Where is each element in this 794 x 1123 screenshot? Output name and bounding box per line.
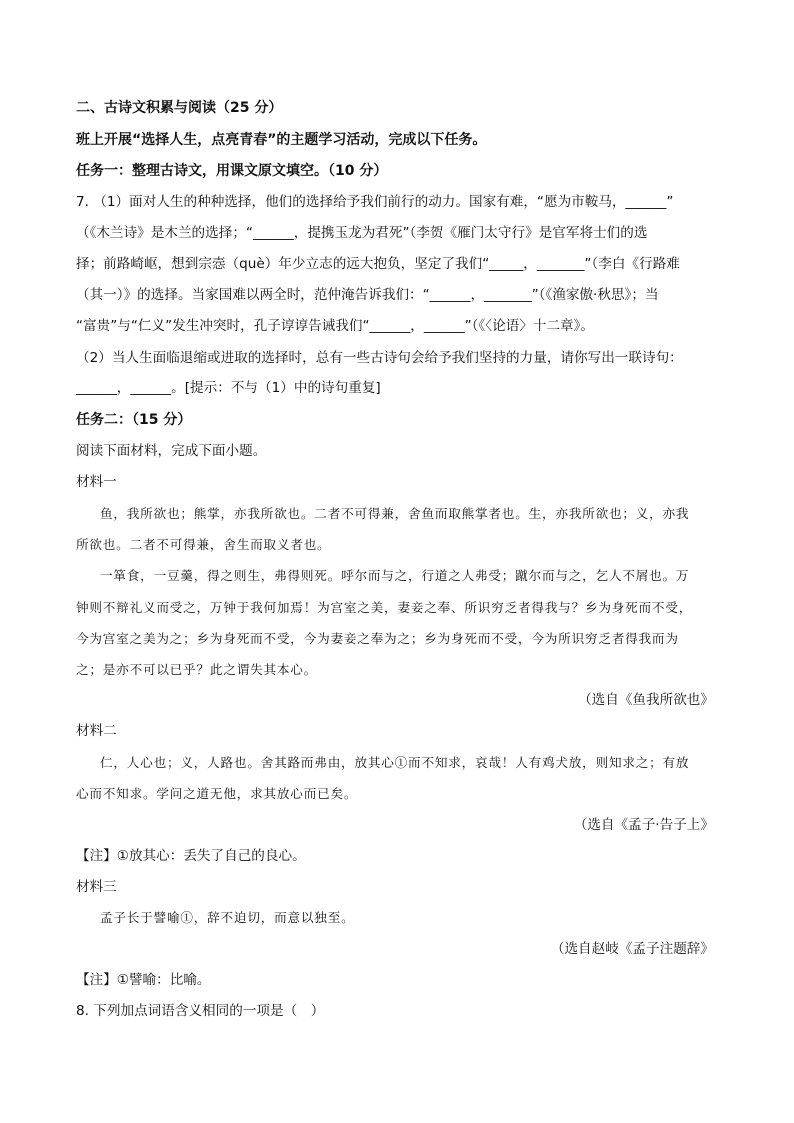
q7-line: “富贵”与“仁义”发生冲突时，孔子谆谆告诫我们“______，______”（《〈论语〉十二章》。 xyxy=(76,318,595,334)
q7-line: 7. （1）面对人生的种种选择，他们的选择给予我们前行的动力。国家有难，“愿为市鞍马，______” xyxy=(76,194,674,210)
material1-text: 鱼，我所欲也；熊掌，亦我所欲也。二者不可得兼，舍鱼而取熊掌者也。生，亦我所欲也；义，亦我 xyxy=(100,506,690,521)
q7-line: 择；前路崎岖，想到宗悫（què）年少立志的远大抱负，坚定了我们“_____，_______”（李白《行路难 xyxy=(76,256,680,272)
task2-title: 任务二：（15 分） xyxy=(76,412,192,428)
section-title: 二、古诗文积累与阅读（25 分） xyxy=(76,100,283,116)
material1-source: （选自《鱼我所欲也》 xyxy=(578,692,714,708)
material1-text: 今为宫室之美为之；乡为身死而不受，今为妻妾之奉为之；乡为身死而不受，今为所识穷乏者得我而为 xyxy=(76,631,679,646)
material2-note: 【注】①放其心：丢失了自己的良心。 xyxy=(76,848,306,864)
material1-text: 所欲也。二者不可得兼，舍生而取义者也。 xyxy=(76,537,331,552)
material3-source: （选自赵岐《孟子注题辞》 xyxy=(550,941,714,957)
material3-note: 【注】①譬喻：比喻。 xyxy=(76,972,211,988)
material1-text: 钟则不辩礼义而受之，万钟于我何加焉！为宫室之美，妻妾之奉、所识穷乏者得我与？乡为身死而不受， xyxy=(76,600,693,615)
material1-text: 一箪食，一豆羹，得之则生，弗得则死。呼尔而与之，行道之人弗受；蹴尔而与之，乞人不屑也。万 xyxy=(100,568,690,583)
material2-label: 材料二 xyxy=(76,723,117,739)
material1-label: 材料一 xyxy=(76,474,117,490)
task2-instruction: 阅读下面材料，完成下面小题。 xyxy=(76,443,267,459)
material3-text: 孟子长于譬喻①，辞不迫切，而意以独至。 xyxy=(100,910,355,925)
activity-intro: 班上开展“选择人生，点亮青春”的主题学习活动，完成以下任务。 xyxy=(76,132,487,148)
q7-line: ______，______。[提示：不与（1）中的诗句重复] xyxy=(76,380,381,396)
material2-text: 心而不知求。学问之道无他，求其放心而已矣。 xyxy=(76,786,358,801)
q7-line: （2）当人生面临退缩或进取的选择时，总有一些古诗句会给予我们坚持的力量，请你写出一联诗句： xyxy=(76,350,683,366)
material1-text: 之；是亦不可以已乎？此之谓失其本心。 xyxy=(76,662,318,677)
material3-label: 材料三 xyxy=(76,879,117,895)
material2-source: （选自《孟子·告子上》 xyxy=(573,817,714,833)
material2-text: 仁，人心也；义，人路也。舍其路而弗由，放其心①而不知求，哀哉！人有鸡犬放，则知求之；有放 xyxy=(100,755,690,770)
question-8: 8. 下列加点词语含义相同的一项是（ ） xyxy=(76,1003,325,1019)
q7-line: （《木兰诗》是木兰的选择；“______，提携玉龙为君死”（李贺《雁门太守行》是官军将士们的选 xyxy=(76,225,648,241)
task1-title: 任务一：整理古诗文，用课文原文填空。（10 分） xyxy=(76,163,388,179)
q7-line: （其一）》的选择。当家国难以两全时，范仲淹告诉我们：“______，_______”（《渔家傲·秋思》；当 xyxy=(76,287,659,303)
